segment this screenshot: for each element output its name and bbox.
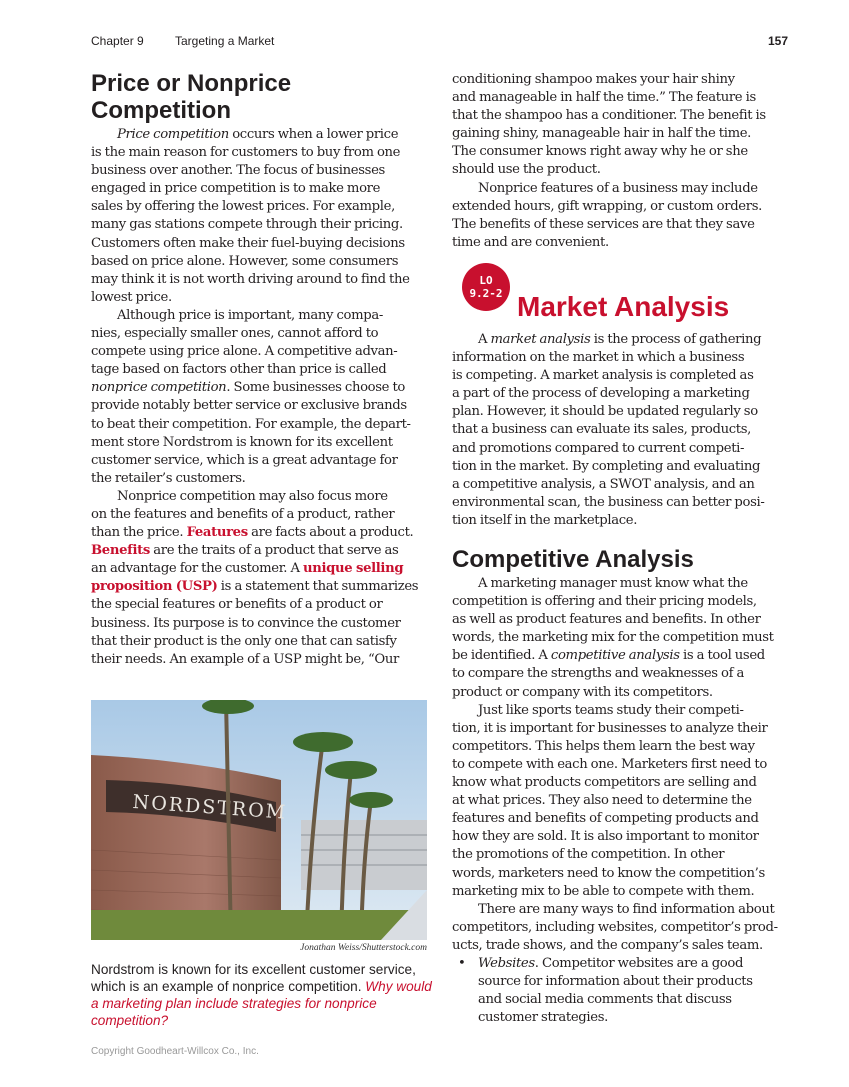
text-segment: as well as product features and benefits. In other <box>452 612 761 628</box>
text-segment: to compare the strengths and weaknesses of a <box>452 666 745 682</box>
text-segment: There are many ways to find information about <box>478 901 775 917</box>
text-segment: engaged in price competition is to make more <box>91 181 381 197</box>
text-line <box>91 506 418 524</box>
heading-line: Price or Nonprice <box>91 70 292 97</box>
text-line <box>452 846 778 864</box>
text-line <box>452 738 778 756</box>
text-line <box>452 991 778 1009</box>
text-segment: an advantage for the customer. A <box>91 561 303 577</box>
key-term: unique selling <box>302 561 404 577</box>
text-segment: extended hours, gift wrapping, or custom orders. <box>452 198 762 214</box>
text-line <box>452 575 778 593</box>
chapter-title: Targeting a Market <box>175 34 275 48</box>
text-line <box>452 647 778 665</box>
text-line <box>452 792 778 810</box>
section-heading-price <box>91 70 291 124</box>
text-segment: many gas stations compete through their pricing. <box>91 217 403 233</box>
text-line <box>91 596 418 614</box>
text-line <box>452 665 778 683</box>
italic-term: Websites <box>478 955 535 971</box>
text-segment: to beat their competition. For example, the depart- <box>91 416 411 432</box>
italic-term: nonprice competition <box>91 380 227 396</box>
market-analysis-text <box>452 331 764 530</box>
text-segment: environmental scan, the business can better posi- <box>452 494 765 510</box>
text-segment: the retailer’s customers. <box>91 470 246 486</box>
text-line <box>452 973 778 991</box>
text-line <box>91 633 418 651</box>
text-line <box>452 385 764 403</box>
text-line <box>452 349 764 367</box>
text-line <box>91 434 418 452</box>
text-segment: how they are sold. It is also important to monitor <box>452 829 759 845</box>
text-segment: customer strategies. <box>478 1010 608 1026</box>
text-segment: words, the marketing mix for the competition must <box>452 630 774 646</box>
text-line <box>452 901 778 919</box>
text-line <box>91 343 418 361</box>
text-segment: . Competitor websites are a good <box>534 955 744 971</box>
text-line <box>91 307 418 325</box>
text-line <box>91 235 418 253</box>
text-line <box>452 161 766 179</box>
text-segment: that their product is the only one that can satisfy <box>91 633 397 649</box>
text-segment: their needs. An example of a USP might be, “Our <box>91 651 399 667</box>
text-segment: words, marketers need to know the competition’s <box>452 865 765 881</box>
text-line <box>452 756 778 774</box>
text-segment: is the process of gathering <box>590 332 762 347</box>
italic-term: market analysis <box>490 332 591 347</box>
bullet-icon: • <box>458 955 466 971</box>
text-segment: marketing mix to be able to compete with them. <box>452 883 755 899</box>
text-segment: on the features and benefits of a product, rather <box>91 506 395 522</box>
text-segment: time and are convenient. <box>452 234 609 250</box>
text-line <box>452 937 778 955</box>
heading-line: Competition <box>91 97 231 124</box>
text-segment: plan. However, it should be updated regularly so <box>452 404 758 420</box>
text-segment: source for information about their products <box>478 974 753 990</box>
text-line <box>91 452 418 470</box>
text-line <box>91 180 418 198</box>
page-number: 157 <box>767 34 788 48</box>
italic-term: Price competition <box>117 127 229 142</box>
text-segment: and social media comments that discuss <box>478 992 732 1008</box>
text-segment: should use the product. <box>452 162 601 178</box>
text-segment: business. Its purpose is to convince the customer <box>91 615 401 631</box>
text-segment: are facts about a product. <box>247 525 414 541</box>
figure-caption <box>91 961 436 1029</box>
text-line <box>452 458 764 476</box>
text-segment: and manageable in half the time.” The feature is <box>452 90 756 106</box>
text-line <box>91 397 418 415</box>
photo-credit: Jonathan Weiss/Shutterstock.com <box>300 943 427 953</box>
text-line <box>91 560 418 578</box>
text-segment: is the main reason for customers to buy from one <box>91 145 401 161</box>
text-segment: is competing. A market analysis is completed as <box>452 368 754 384</box>
text-line <box>91 542 418 560</box>
text-line <box>91 470 418 488</box>
lo-number: 9.2-2 <box>469 287 503 300</box>
text-line <box>91 144 418 162</box>
text-line <box>452 403 764 421</box>
text-segment: a part of the process of developing a marketing <box>452 386 750 402</box>
text-segment: than the price. <box>91 525 187 541</box>
text-line <box>452 180 766 198</box>
text-line <box>91 253 418 271</box>
text-segment: competition is offering and their pricing models, <box>452 594 757 610</box>
text-segment: be identified. A <box>452 648 551 664</box>
text-line <box>91 488 418 506</box>
market-analysis-heading: Market Analysis <box>517 291 730 322</box>
text-line <box>452 629 778 647</box>
text-segment: ment store Nordstrom is known for its excellent <box>91 434 393 450</box>
text-line <box>452 421 764 439</box>
text-line <box>452 216 766 234</box>
text-line <box>452 71 766 89</box>
text-segment: is a statement that summarizes <box>217 579 419 595</box>
text-line <box>91 162 418 180</box>
text-segment: . Some businesses choose to <box>226 380 406 396</box>
copyright-footer: Copyright Goodheart-Willcox Co., Inc. <box>91 1046 259 1057</box>
text-segment: Nonprice features of a business may include <box>478 180 758 196</box>
text-segment: and promotions compared to current competi- <box>452 440 745 456</box>
text-line <box>452 512 764 530</box>
text-line <box>452 125 766 143</box>
text-segment: The consumer knows right away why he or she <box>452 144 748 160</box>
text-segment: know what products competitors are selling and <box>452 775 757 791</box>
text-segment: ucts, trade shows, and the company’s sales team. <box>452 937 763 953</box>
competitive-analysis-text <box>452 575 778 1027</box>
text-line <box>91 126 418 144</box>
text-line <box>452 611 778 629</box>
text-segment: A marketing manager must know what the <box>478 576 748 591</box>
text-line <box>91 361 418 379</box>
text-segment: tage based on factors other than price is called <box>91 362 387 378</box>
key-term: Benefits <box>91 543 150 559</box>
nordstrom-photo <box>91 700 427 940</box>
text-line <box>91 651 418 669</box>
text-segment: Although price is important, many compa- <box>117 307 383 323</box>
text-line <box>452 720 778 738</box>
text-segment: at what prices. They also need to determine the <box>452 793 752 809</box>
text-segment: tion, it is important for businesses to analyze their <box>452 720 768 736</box>
text-line <box>91 216 418 234</box>
text-line <box>452 1009 778 1027</box>
text-segment: product or company with its competitors. <box>452 684 713 700</box>
text-line <box>452 810 778 828</box>
text-segment: tion itself in the marketplace. <box>452 512 638 528</box>
text-line <box>452 684 778 702</box>
text-segment: tion in the market. By completing and evaluating <box>452 458 761 474</box>
text-segment: to compete with each one. Marketers first need to <box>452 756 767 772</box>
caption-question: Why would a marketing plan include strategies for nonprice competition? <box>91 979 432 1028</box>
text-segment: business over another. The focus of businesses <box>91 163 385 179</box>
text-segment: features and benefits of competing products and <box>452 811 759 827</box>
text-line <box>91 578 418 596</box>
text-segment: gaining shiny, manageable hair in half the time. <box>452 126 752 142</box>
text-line <box>452 919 778 937</box>
text-segment: Just like sports teams study their competi- <box>478 702 744 718</box>
text-line <box>452 440 764 458</box>
text-segment: conditioning shampoo makes your hair shiny <box>452 72 735 87</box>
text-segment: a competitive analysis, a SWOT analysis, and an <box>452 476 755 492</box>
text-segment: the special features or benefits of a product or <box>91 597 383 613</box>
text-line <box>91 271 418 289</box>
text-line <box>91 416 418 434</box>
caption-text: Nordstrom is known for its excellent customer service, which is an example of nonprice competition. <box>91 962 416 994</box>
text-line <box>452 107 766 125</box>
text-segment: lowest price. <box>91 289 172 305</box>
text-line <box>452 89 766 107</box>
text-line <box>452 234 766 252</box>
key-term: proposition (USP) <box>91 579 218 595</box>
right-top-text <box>452 71 766 252</box>
text-segment: information on the market in which a business <box>452 350 745 366</box>
text-segment: competitors. This helps them learn the best way <box>452 738 755 754</box>
competitive-analysis-heading: Competitive Analysis <box>452 546 694 573</box>
text-line <box>452 494 764 512</box>
text-line <box>452 883 778 901</box>
text-segment: competitors, including websites, competitor’s prod- <box>452 919 778 935</box>
text-segment: occurs when a lower price <box>228 127 399 142</box>
text-line <box>452 828 778 846</box>
text-segment: are the traits of a product that serve as <box>149 543 399 559</box>
text-line <box>91 615 418 633</box>
text-line <box>91 524 418 542</box>
lo-label: LO <box>479 274 493 287</box>
italic-term: competitive analysis <box>550 648 680 664</box>
text-line <box>452 331 764 349</box>
text-line <box>452 198 766 216</box>
text-line <box>452 143 766 161</box>
text-segment: sales by offering the lowest prices. For example, <box>91 199 395 215</box>
text-line <box>91 198 418 216</box>
text-line <box>452 955 778 973</box>
learning-objective-badge <box>462 263 510 311</box>
text-segment: that the shampoo has a conditioner. The benefit is <box>452 108 766 124</box>
text-line <box>452 476 764 494</box>
text-segment: A <box>478 332 491 347</box>
text-line <box>91 379 418 397</box>
text-segment: Customers often make their fuel-buying decisions <box>91 235 405 251</box>
key-term: Features <box>186 525 248 541</box>
chapter-label: Chapter 9 <box>91 34 144 48</box>
text-segment: The benefits of these services are that they save <box>452 216 755 232</box>
text-segment: compete using price alone. A competitive advan- <box>91 344 398 360</box>
text-segment: is a tool used <box>679 648 765 664</box>
text-line <box>452 367 764 385</box>
text-segment: provide notably better service or exclusive brands <box>91 398 407 414</box>
text-line <box>452 865 778 883</box>
text-segment: nies, especially smaller ones, cannot afford to <box>91 326 379 342</box>
nordstrom-store-image <box>91 700 427 940</box>
text-segment: that a business can evaluate its sales, products, <box>452 422 751 438</box>
text-segment: the promotions of the competition. In other <box>452 847 725 863</box>
text-line <box>91 289 418 307</box>
text-segment: may think it is not worth driving around to find the <box>91 271 410 287</box>
nordstrom-sign-text: NORDSTROM <box>131 790 288 824</box>
text-segment: based on price alone. However, some consumers <box>91 253 399 269</box>
text-line <box>452 593 778 611</box>
text-line <box>452 774 778 792</box>
text-segment: customer service, which is a great advantage for <box>91 452 398 468</box>
text-line <box>91 325 418 343</box>
left-body-text <box>91 126 418 669</box>
text-line <box>452 702 778 720</box>
text-segment: Nonprice competition may also focus more <box>117 488 388 504</box>
